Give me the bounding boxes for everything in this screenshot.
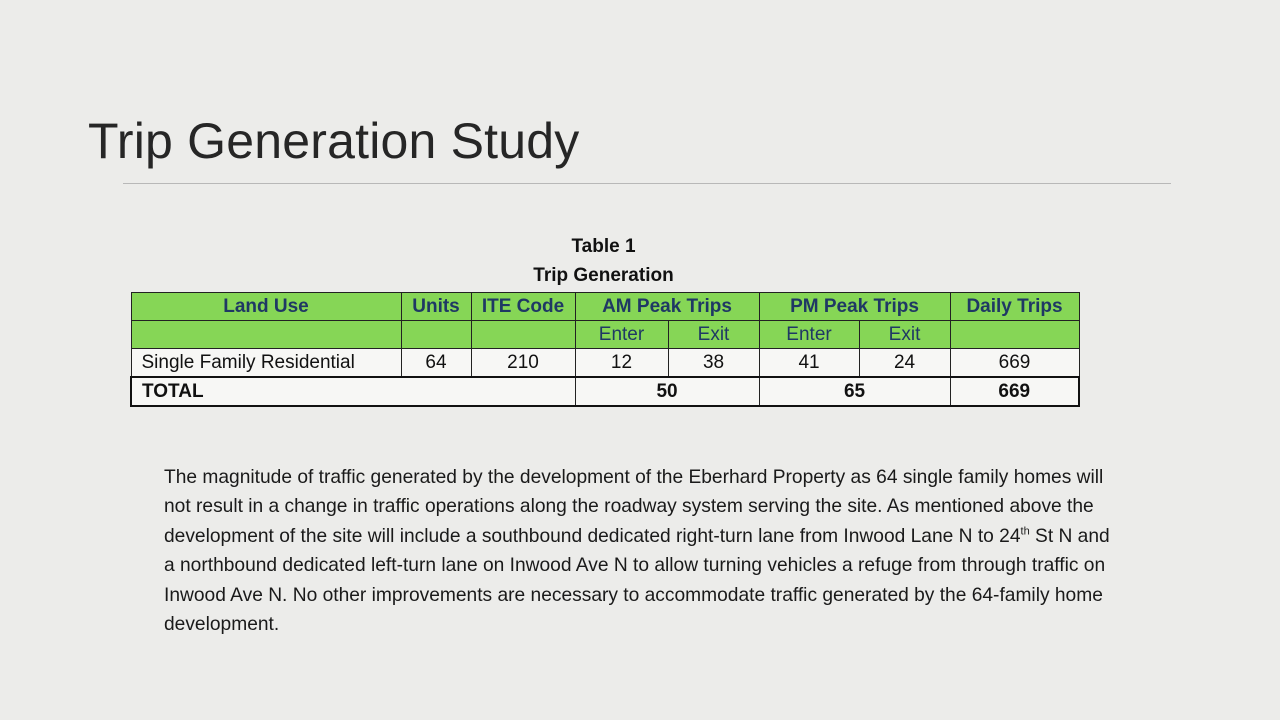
cell-pm-enter: 41 bbox=[759, 349, 859, 378]
cell-am-exit: 38 bbox=[668, 349, 759, 378]
body-text-part1: The magnitude of traffic generated by the development of the Eberhard Property as 64 single family homes will not result in a change in traffic operations along the roadway system serving the site. As mentioned above the development of the site will include a southbound dedicated right-turn lane from Inwood Lane N to 24 bbox=[164, 467, 1104, 547]
subheader-pm-enter: Enter bbox=[759, 321, 859, 349]
subheader-empty bbox=[950, 321, 1079, 349]
cell-units: 64 bbox=[401, 349, 471, 378]
total-pm: 65 bbox=[759, 377, 950, 406]
subheader-pm-exit: Exit bbox=[859, 321, 950, 349]
body-text-part2: St N and a northbound dedicated left-turn lane on Inwood Ave N to allow turning vehicles a refuge from through traffic on Inwood Ave N. No other improvements are necessary to accommodate traffic generated by the 64-family home development. bbox=[164, 525, 1110, 636]
header-pm-peak: PM Peak Trips bbox=[759, 293, 950, 321]
subheader-am-exit: Exit bbox=[668, 321, 759, 349]
table-caption-title: Trip Generation bbox=[533, 265, 674, 286]
subheader-am-enter: Enter bbox=[575, 321, 668, 349]
subheader-empty bbox=[131, 321, 401, 349]
total-am: 50 bbox=[575, 377, 759, 406]
total-label: TOTAL bbox=[131, 377, 575, 406]
cell-pm-exit: 24 bbox=[859, 349, 950, 378]
header-am-peak: AM Peak Trips bbox=[575, 293, 759, 321]
title-divider bbox=[123, 183, 1171, 184]
table-header-row bbox=[131, 293, 1079, 321]
table-total-row bbox=[131, 377, 1079, 406]
trip-generation-table bbox=[130, 292, 1080, 407]
total-daily: 669 bbox=[950, 377, 1079, 406]
table-row bbox=[131, 349, 1079, 378]
subheader-empty bbox=[471, 321, 575, 349]
ordinal-suffix: th bbox=[1020, 525, 1030, 538]
cell-daily: 669 bbox=[950, 349, 1079, 378]
subheader-empty bbox=[401, 321, 471, 349]
header-daily-trips: Daily Trips bbox=[950, 293, 1079, 321]
cell-land-use: Single Family Residential bbox=[131, 349, 401, 378]
body-paragraph bbox=[164, 463, 1124, 639]
cell-am-enter: 12 bbox=[575, 349, 668, 378]
cell-ite-code: 210 bbox=[471, 349, 575, 378]
header-units: Units bbox=[401, 293, 471, 321]
table-caption-number: Table 1 bbox=[571, 236, 636, 257]
header-ite-code: ITE Code bbox=[471, 293, 575, 321]
slide-title: Trip Generation Study bbox=[88, 113, 580, 169]
table-subheader-row bbox=[131, 321, 1079, 349]
header-land-use: Land Use bbox=[131, 293, 401, 321]
